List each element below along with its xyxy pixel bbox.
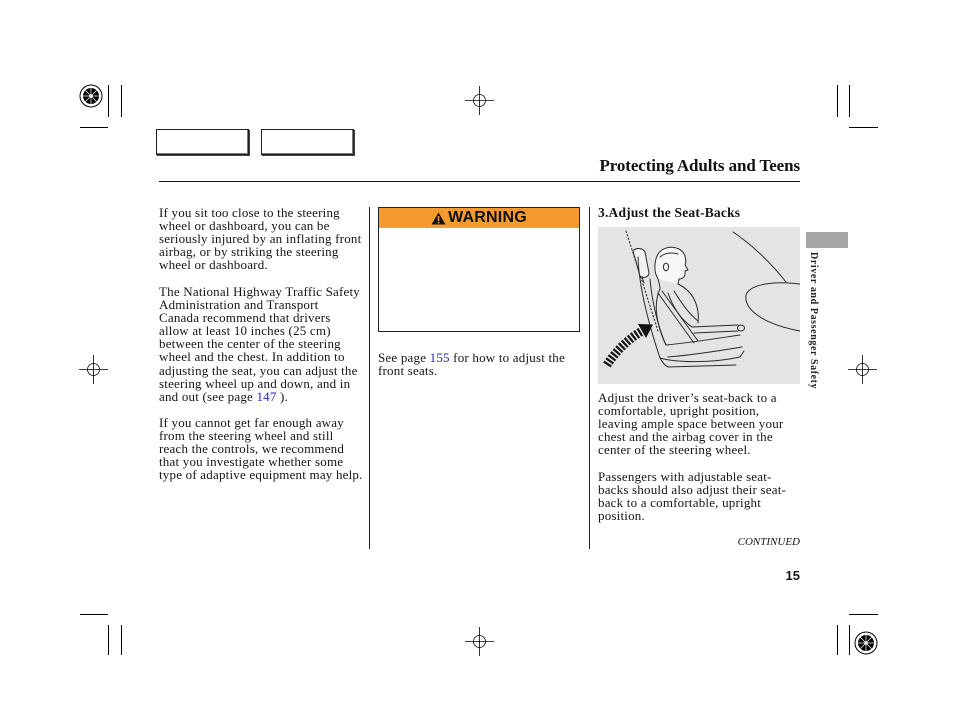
see-page-note xyxy=(378,351,565,377)
crosshair-bottom-center xyxy=(465,627,494,656)
page-title: Protecting Adults and Teens xyxy=(599,156,800,175)
column-divider-right xyxy=(589,207,590,549)
seat-back-adjustment-illustration xyxy=(598,227,800,384)
crop-marks-bottom-left xyxy=(80,615,122,656)
title-rule xyxy=(159,181,800,182)
paragraph-adaptive-equipment: If you cannot get far enough away from the steering wheel and still reach the controls, we recommend that you investigate whether some type of adaptive equipment may help. xyxy=(159,415,363,483)
section-side-tab xyxy=(806,232,848,248)
person-figure xyxy=(655,247,745,357)
recline-arrow-icon xyxy=(607,324,653,365)
nav-box-main-menu[interactable] xyxy=(156,129,249,155)
paragraph-distance-recommendation xyxy=(159,285,360,403)
crosshair-right-middle xyxy=(848,355,877,384)
page-link-155[interactable]: 155 xyxy=(429,350,450,365)
warning-label: WARNING xyxy=(448,209,527,226)
crop-marks-bottom-right xyxy=(838,615,879,656)
section-side-label: Driver and Passenger Safety xyxy=(808,252,819,390)
seat-angle-guide-line xyxy=(626,231,658,331)
warning-header xyxy=(379,208,579,228)
page-link-147[interactable]: 147 xyxy=(256,388,277,404)
crosshair-top-center xyxy=(465,86,494,115)
paragraph-passenger-seat-back: Passengers with adjustable seat- backs should also adjust their seat- back to a comfortable, upright position. xyxy=(598,469,787,524)
continued-label: CONTINUED xyxy=(737,536,800,548)
see-page-text-end: for how to adjust the front seats. xyxy=(378,350,565,379)
paragraph-text: The National Highway Traffic Safety Administration and Transport Canada recommend that drivers allow at least 10 inches (25 cm) between the center of the steering wheel and the chest. In addition to adjusting the seat, you can adjust the steering wheel up and down, and in and out (see page xyxy=(159,284,360,404)
registration-target-top-left xyxy=(80,85,102,107)
warning-triangle-icon xyxy=(431,212,446,225)
warning-box xyxy=(378,207,580,332)
dashboard-outline xyxy=(733,232,800,331)
section-heading: 3.Adjust the Seat-Backs xyxy=(598,205,741,220)
paragraph-driver-seat-back: Adjust the driver’s seat-back to a comfortable, upright position, leaving ample space between your chest and the airbag cover in the center of the steering wheel. xyxy=(598,390,784,458)
crosshair-left-middle xyxy=(79,355,108,384)
column-divider-left xyxy=(369,207,370,549)
crop-marks-top-right xyxy=(838,85,879,128)
registration-target-bottom-right xyxy=(855,632,877,654)
paragraph-sitting-too-close: If you sit too close to the steering wheel or dashboard, you can be seriously injured by an inflating front airbag, or by striking the steering wheel or dashboard. xyxy=(159,205,362,273)
paragraph-text-end: ). xyxy=(276,388,288,404)
crop-marks-top-left xyxy=(80,85,122,128)
see-page-text: See page xyxy=(378,350,430,365)
page-number: 15 xyxy=(785,568,800,583)
nav-box-table-of-contents[interactable] xyxy=(261,129,354,155)
